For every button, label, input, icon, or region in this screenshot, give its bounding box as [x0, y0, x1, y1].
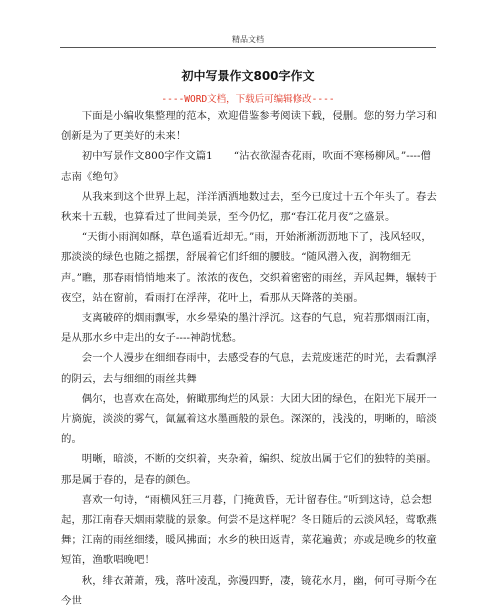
- paragraph: 秋，绯衣萧萧，残，落叶凌乱，弥漫四野，凄，镜花水月，幽，何可寻斯今在今世: [61, 574, 437, 607]
- paragraph: 会一个人漫步在细细春雨中，去感受春的气息，去荒废迷茫的时光，去看飘浮的阴云，去与细细的雨丝共舞: [61, 352, 437, 385]
- document-body: [61, 106, 441, 611]
- paragraph: 支离破碎的烟雨飘零，水乡晕染的墨汁浮沉。这春的气息，宛若那烟雨江南，是从那水乡中走出的女子----神韵忧愁。: [61, 312, 437, 345]
- paragraph-essay-heading: 初中写景作文800字作文篇1 “沾衣欲湿杏花雨，吹面不寒杨柳风。”----僧志南《绝句》: [61, 150, 431, 183]
- header-divider: [60, 47, 436, 48]
- paragraph: 偶尔，也喜欢在高处，俯瞰那绚烂的风景：大团大团的绿色，在阳光下展开一片旖旎，淡淡的雾气，氤氲着这水墨画般的景色。深深的，浅浅的，明晰的，暗淡的。: [61, 392, 437, 446]
- paragraph: “天街小雨润如酥，草色遥看近却无。”雨，开始淅淅沥沥地下了，浅风轻叹，那淡淡的绿色也随之摇摆，舒展着它们纤细的腰肢。“随风潜入夜，润物细无声。”瞧，那春雨悄悄地来了。浓浓的夜色，交织着密密的雨丝，弄风起舞，辗转于夜空，站在窗前，看雨打在浮萍，花叶上，看那从天降落的美丽。: [61, 231, 438, 304]
- document-subtitle: ----WORD文档，下载后可编辑修改----: [161, 94, 335, 105]
- paragraph: 从我来到这个世界上起，洋洋洒洒地数过去，至今已度过十五个年头了。春去秋来十五载，也算看过了世间美景，至今仍忆，那“春江花月夜”之盛景。: [61, 190, 437, 224]
- document-title: 初中写景作文800字作文: [181, 69, 315, 83]
- page-header: 精品文档: [232, 35, 264, 44]
- paragraph-intro: 下面是小编收集整理的范本，欢迎借鉴参考阅读下载，侵删。您的努力学习和创新是为了更美好的未来！: [61, 110, 437, 143]
- paragraph: 喜欢一句诗，“雨横风狂三月暮，门掩黄昏，无计留春住。”听到这诗，总会想起，那江南春天烟雨蒙胧的景象。何尝不是这样呢？冬日随后的云淡风轻，莺歌燕舞；江南的雨丝细缕，暖风拂面；水乡的秧田返青，菜花遍黄；亦或是晚乡的牧童短笛，渔歌唱晚吧！: [61, 493, 437, 567]
- paragraph: 明晰，暗淡，不断的交织着，夹杂着，编织、绽放出属于它们的独特的美丽。那是属于春的，是春的颜色。: [61, 453, 437, 486]
